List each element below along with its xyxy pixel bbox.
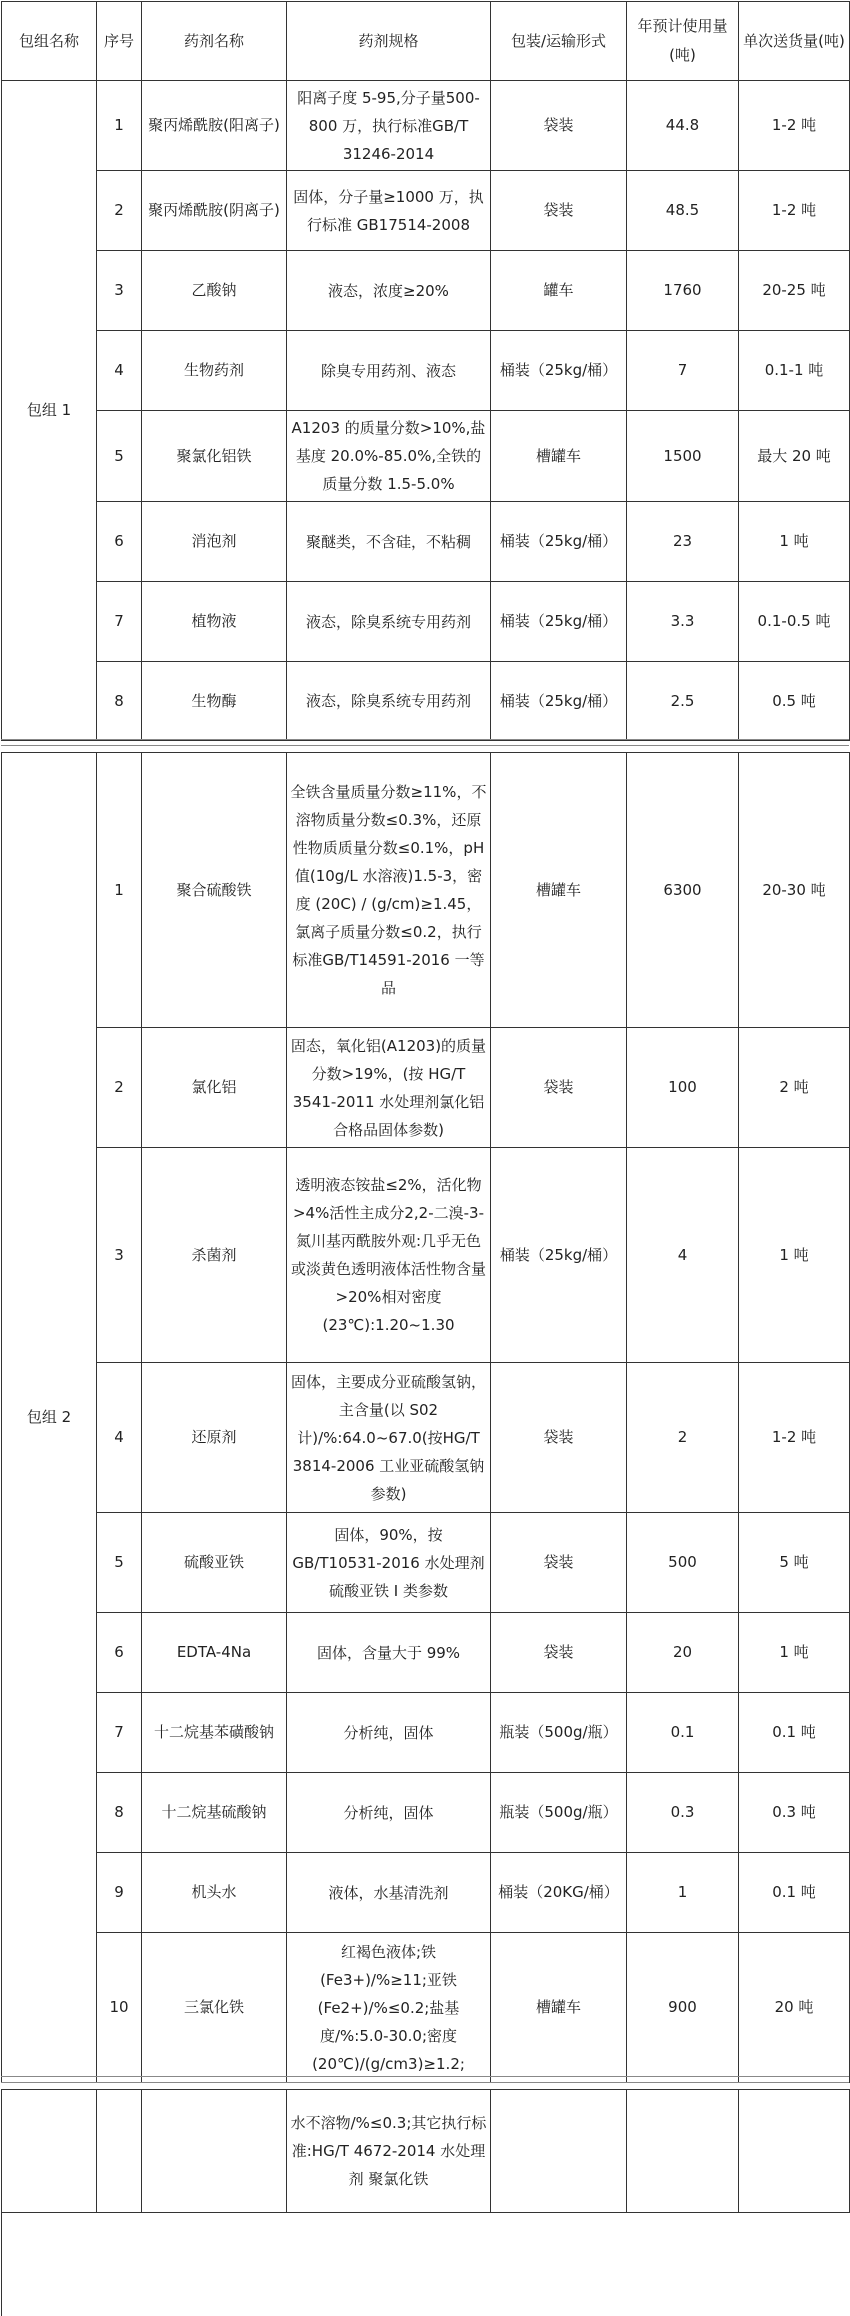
spec-cell: 液态，除臭系统专用药剂	[287, 582, 491, 662]
seq-cell: 7	[97, 582, 142, 662]
name-cell: 氯化铝	[142, 1028, 287, 1148]
packaging-cell: 桶装（20KG/桶）	[491, 1853, 627, 1933]
packaging-cell: 槽罐车	[491, 753, 627, 1028]
annual-cell: 23	[627, 502, 739, 582]
header-delivery: 单次送货量(吨)	[739, 2, 850, 81]
seq-cell: 5	[97, 411, 142, 502]
empty-cell	[491, 2090, 627, 2213]
table-row	[2, 1933, 850, 2083]
delivery-cell: 0.1-1 吨	[739, 331, 850, 411]
empty-cell	[739, 2090, 850, 2213]
table-row	[2, 1773, 850, 1853]
delivery-cell: 1 吨	[739, 502, 850, 582]
header-name: 药剂名称	[142, 2, 287, 81]
spec-cell: 固体，主要成分亚硫酸氢钠，主含量(以 S02计)/%:64.0~67.0(按HG/T 3814-2006 工业亚硫酸氢钠参数)	[287, 1363, 491, 1513]
table-header	[1, 1, 850, 81]
table-row	[2, 1613, 850, 1693]
table-continuation	[1, 2089, 850, 2213]
page-break-separator	[1, 2076, 849, 2083]
group1-label: 包组 1	[2, 81, 97, 741]
annual-cell: 0.3	[627, 1773, 739, 1853]
spec-cell: 固体，分子量≥1000 万，执行标准 GB17514-2008	[287, 171, 491, 251]
seq-cell: 8	[97, 1773, 142, 1853]
table-group2	[1, 752, 850, 2083]
packaging-cell: 桶装（25kg/桶）	[491, 582, 627, 662]
spec-cell: 红褐色液体;铁(Fe3+)/%≥11;亚铁(Fe2+)/%≤0.2;盐基度/%:5.0-30.0;密度(20℃)/(g/cm3)≥1.2;	[287, 1933, 491, 2083]
seq-cell: 6	[97, 502, 142, 582]
delivery-cell: 2 吨	[739, 1028, 850, 1148]
annual-cell: 2.5	[627, 662, 739, 741]
spec-cell: 液态，浓度≥20%	[287, 251, 491, 331]
delivery-cell: 5 吨	[739, 1513, 850, 1613]
table-row	[2, 1693, 850, 1773]
delivery-cell: 20 吨	[739, 1933, 850, 2083]
name-cell: 消泡剂	[142, 502, 287, 582]
table-row	[2, 171, 850, 251]
table-row	[2, 1363, 850, 1513]
annual-cell: 20	[627, 1613, 739, 1693]
seq-cell: 2	[97, 1028, 142, 1148]
table-row	[2, 411, 850, 502]
seq-cell: 1	[97, 753, 142, 1028]
name-cell: 聚氯化铝铁	[142, 411, 287, 502]
group2-label: 包组 2	[2, 753, 97, 2083]
packaging-cell: 瓶装（500g/瓶）	[491, 1773, 627, 1853]
packaging-cell: 桶装（25kg/桶）	[491, 662, 627, 741]
table-row	[2, 81, 850, 171]
empty-cell	[97, 2090, 142, 2213]
table-row	[2, 2090, 850, 2213]
annual-cell: 7	[627, 331, 739, 411]
spec-cell: A1203 的质量分数>10%,盐基度 20.0%-85.0%,全铁的质量分数 1.5-5.0%	[287, 411, 491, 502]
empty-cell	[627, 2090, 739, 2213]
seq-cell: 6	[97, 1613, 142, 1693]
header-packaging: 包装/运输形式	[491, 2, 627, 81]
annual-cell: 1	[627, 1853, 739, 1933]
seq-cell: 3	[97, 251, 142, 331]
name-cell: 聚丙烯酰胺(阴离子)	[142, 171, 287, 251]
seq-cell: 4	[97, 331, 142, 411]
packaging-cell: 袋装	[491, 1363, 627, 1513]
name-cell: 机头水	[142, 1853, 287, 1933]
delivery-cell: 20-25 吨	[739, 251, 850, 331]
seq-cell: 7	[97, 1693, 142, 1773]
header-annual-usage: 年预计使用量(吨)	[627, 2, 739, 81]
annual-cell: 1500	[627, 411, 739, 502]
annual-cell: 4	[627, 1148, 739, 1363]
delivery-cell: 0.1 吨	[739, 1853, 850, 1933]
delivery-cell: 1 吨	[739, 1613, 850, 1693]
packaging-cell: 瓶装（500g/瓶）	[491, 1693, 627, 1773]
table-row	[2, 331, 850, 411]
spec-cell: 液态，除臭系统专用药剂	[287, 662, 491, 741]
table-row	[2, 582, 850, 662]
name-cell: 乙酸钠	[142, 251, 287, 331]
empty-cell	[2, 2090, 97, 2213]
table-row	[2, 753, 850, 1028]
annual-cell: 500	[627, 1513, 739, 1613]
table-row	[2, 1513, 850, 1613]
name-cell: 十二烷基苯磺酸钠	[142, 1693, 287, 1773]
packaging-cell: 袋装	[491, 171, 627, 251]
name-cell: 生物酶	[142, 662, 287, 741]
annual-cell: 48.5	[627, 171, 739, 251]
delivery-cell: 20-30 吨	[739, 753, 850, 1028]
annual-cell: 100	[627, 1028, 739, 1148]
name-cell: 聚合硫酸铁	[142, 753, 287, 1028]
spec-cell: 分析纯，固体	[287, 1773, 491, 1853]
delivery-cell: 1 吨	[739, 1148, 850, 1363]
empty-cell	[142, 2090, 287, 2213]
annual-cell: 2	[627, 1363, 739, 1513]
table-row	[2, 1028, 850, 1148]
delivery-cell: 1-2 吨	[739, 81, 850, 171]
table-row	[2, 502, 850, 582]
delivery-cell: 1-2 吨	[739, 1363, 850, 1513]
delivery-cell: 最大 20 吨	[739, 411, 850, 502]
spec-cell: 固体，90%，按GB/T10531-2016 水处理剂硫酸亚铁 I 类参数	[287, 1513, 491, 1613]
header-spec: 药剂规格	[287, 2, 491, 81]
seq-cell: 8	[97, 662, 142, 741]
name-cell: 聚丙烯酰胺(阳离子)	[142, 81, 287, 171]
seq-cell: 2	[97, 171, 142, 251]
header-group-name: 包组名称	[2, 2, 97, 81]
spec-cell: 阳离子度 5-95,分子量500-800 万，执行标准GB/T 31246-2014	[287, 81, 491, 171]
table-group1	[1, 80, 850, 741]
annual-cell: 6300	[627, 753, 739, 1028]
spec-cell: 固体，含量大于 99%	[287, 1613, 491, 1693]
name-cell: 十二烷基硫酸钠	[142, 1773, 287, 1853]
spec-cell: 聚醚类，不含硅，不粘稠	[287, 502, 491, 582]
packaging-cell: 槽罐车	[491, 1933, 627, 2083]
delivery-cell: 1-2 吨	[739, 171, 850, 251]
packaging-cell: 槽罐车	[491, 411, 627, 502]
spec-cell: 除臭专用药剂、液态	[287, 331, 491, 411]
delivery-cell: 0.5 吨	[739, 662, 850, 741]
annual-cell: 3.3	[627, 582, 739, 662]
spec-cell: 透明液态铵盐≤2%，活化物>4%活性主成分2,2-二溴-3-氮川基丙酰胺外观:几乎无色或淡黄色透明液体活性物含量>20%相对密度(23℃):1.20~1.30	[287, 1148, 491, 1363]
table-row	[2, 662, 850, 741]
table-row	[2, 251, 850, 331]
spec-cell: 水不溶物/%≤0.3;其它执行标准:HG/T 4672-2014 水处理剂 聚氯化铁	[287, 2090, 491, 2213]
annual-cell: 0.1	[627, 1693, 739, 1773]
seq-cell: 3	[97, 1148, 142, 1363]
name-cell: 硫酸亚铁	[142, 1513, 287, 1613]
seq-cell: 10	[97, 1933, 142, 2083]
annual-cell: 44.8	[627, 81, 739, 171]
spec-cell: 液体，水基清洗剂	[287, 1853, 491, 1933]
table-row	[2, 1148, 850, 1363]
annual-cell: 1760	[627, 251, 739, 331]
spec-cell: 全铁含量质量分数≥11%，不溶物质量分数≤0.3%，还原性物质质量分数≤0.1%，pH 值(10g/L 水溶液)1.5-3，密度 (20C) / (g/cm)≥1.45，氯离子质量分数≤0.2，执行标准GB/T14591-2016 一等品	[287, 753, 491, 1028]
seq-cell: 5	[97, 1513, 142, 1613]
packaging-cell: 袋装	[491, 81, 627, 171]
packaging-cell: 罐车	[491, 251, 627, 331]
packaging-cell: 桶装（25kg/桶）	[491, 331, 627, 411]
page-break-separator	[1, 739, 849, 746]
header-seq: 序号	[97, 2, 142, 81]
annual-cell: 900	[627, 1933, 739, 2083]
name-cell: 三氯化铁	[142, 1933, 287, 2083]
name-cell: 还原剂	[142, 1363, 287, 1513]
name-cell: 植物液	[142, 582, 287, 662]
packaging-cell: 桶装（25kg/桶）	[491, 1148, 627, 1363]
delivery-cell: 0.3 吨	[739, 1773, 850, 1853]
name-cell: EDTA-4Na	[142, 1613, 287, 1693]
table-left-border	[1, 2212, 2, 2316]
name-cell: 杀菌剂	[142, 1148, 287, 1363]
table-row	[2, 1853, 850, 1933]
spec-cell: 分析纯，固体	[287, 1693, 491, 1773]
packaging-cell: 袋装	[491, 1028, 627, 1148]
name-cell: 生物药剂	[142, 331, 287, 411]
seq-cell: 9	[97, 1853, 142, 1933]
seq-cell: 4	[97, 1363, 142, 1513]
packaging-cell: 袋装	[491, 1613, 627, 1693]
packaging-cell: 桶装（25kg/桶）	[491, 502, 627, 582]
delivery-cell: 0.1 吨	[739, 1693, 850, 1773]
packaging-cell: 袋装	[491, 1513, 627, 1613]
delivery-cell: 0.1-0.5 吨	[739, 582, 850, 662]
seq-cell: 1	[97, 81, 142, 171]
spec-cell: 固态，氧化铝(A1203)的质量分数>19%，(按 HG/T 3541-2011 水处理剂氯化铝 合格品固体参数)	[287, 1028, 491, 1148]
